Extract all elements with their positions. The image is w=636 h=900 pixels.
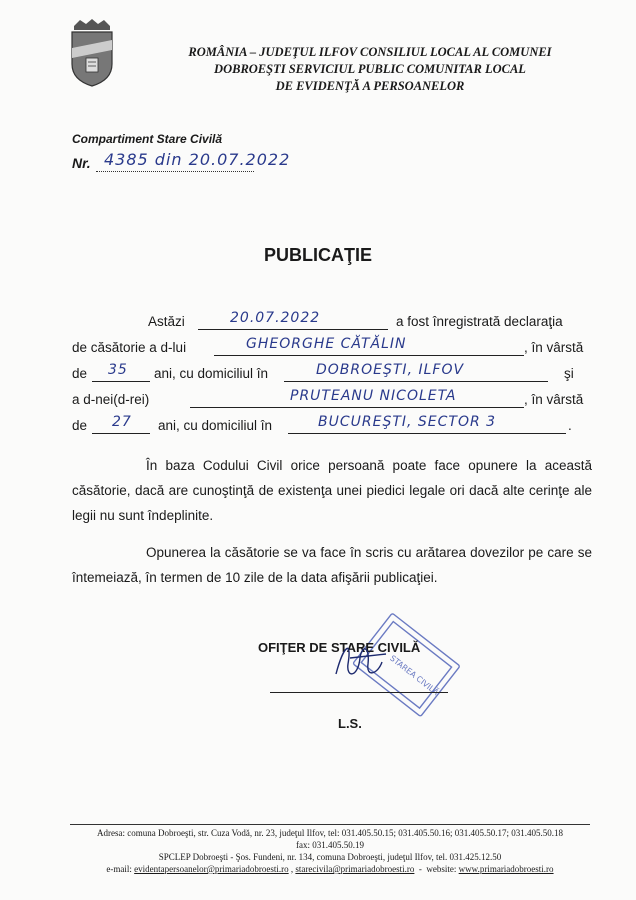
signature-line (270, 692, 448, 693)
bride-address: BUCUREŞTI, SECTOR 3 (318, 414, 497, 430)
officer-title: OFIŢER DE STARE CIVILĂ (258, 640, 421, 655)
footer-contact: e-mail: evidentapersoanelor@primariadobroesti.ro , starecivila@primariadobroesti.ro - website: www.primariadobroesti.ro (106, 864, 554, 874)
date-underline (198, 329, 388, 330)
bride-age-text: , în vârstă (524, 392, 584, 407)
groom-age-underline (92, 381, 150, 382)
today-label: Astăzi (148, 314, 185, 329)
footer-divider (70, 824, 590, 825)
bride-prefix: a d-nei(d-rei) (72, 392, 150, 407)
email-link-2[interactable]: starecivila@primariadobroesti.ro (295, 864, 415, 874)
bride-address-underline (288, 433, 566, 434)
document-title: PUBLICAŢIE (264, 245, 372, 265)
footer-address: Adresa: comuna Dobroeşti, str. Cuza Vodă, nr. 23, judeţul Ilfov, tel: 031.405.50.15; 031.405.50.16; 031.405.50.17; 031.405.50.18 (96, 828, 564, 838)
groom-age-prefix: de (72, 366, 88, 381)
email-link-1[interactable]: evidentapersoanelor@primariadobroesti.ro (134, 864, 289, 874)
bride-age-underline (92, 433, 150, 434)
footer-spclep: SPCLEP Dobroeşti - Şos. Fundeni, nr. 134, comuna Dobroeşti, judeţul Ilfov, tel. 031.425.12.50 (158, 852, 502, 862)
institution-header (150, 44, 590, 95)
groom-prefix: de căsătorie a d-lui (72, 340, 187, 355)
number-label: Nr. (72, 155, 91, 171)
header-line-3: DE EVIDENŢĂ A PERSOANELOR (275, 79, 465, 93)
bride-domicile-label: ani, cu domiciliul în (158, 418, 273, 433)
opposition-procedure-paragraph: Opunerea la căsătorie se va face în scris cu arătarea dovezilor pe care se întemeiază, în termen de 10 zile de la data afişării publicaţiei. (72, 545, 592, 585)
groom-age: 35 (108, 362, 128, 378)
bride-underline (190, 407, 524, 408)
opposition-paragraph: În baza Codului Civil orice persoană poate face opunere la această căsătorie, dacă are cunoştinţă de existenţa unei piedici legale ori dacă alte cerinţe ale legii nu sunt îndeplinite. (72, 458, 592, 523)
groom-underline (214, 355, 524, 356)
groom-address: DOBROEŞTI, ILFOV (316, 362, 465, 378)
header-line-1: ROMÂNIA – JUDEŢUL ILFOV CONSILIUL LOCAL AL COMUNEI (188, 45, 552, 59)
footer-fax: fax: 031.405.50.19 (296, 840, 364, 850)
groom-name: GHEORGHE CĂTĂLIN (246, 336, 407, 352)
registered-text: a fost înregistrată declaraţia (396, 314, 563, 329)
website-link[interactable]: www.primariadobroesti.ro (458, 864, 554, 874)
header-line-2: DOBROEŞTI SERVICIUL PUBLIC COMUNITAR LOCAL (214, 62, 526, 76)
bride-name: PRUTEANU NICOLETA (290, 388, 457, 404)
declaration-date: 20.07.2022 (230, 310, 321, 326)
bride-age-prefix: de (72, 418, 88, 433)
email-label: e-mail: (106, 864, 132, 874)
coat-of-arms-icon (66, 18, 118, 88)
groom-address-underline (284, 381, 548, 382)
registration-number: 4385 din 20.07.2022 (104, 150, 291, 169)
bride-age: 27 (112, 414, 132, 430)
svg-text:STAREA CIVILĂ: STAREA CIVILĂ (388, 653, 441, 698)
department-label: Compartiment Stare Civilă (72, 132, 223, 146)
number-underline (96, 171, 254, 172)
groom-domicile-label: ani, cu domiciliul în (154, 366, 269, 381)
website-label: website: (426, 864, 457, 874)
seal-place-label: L.S. (338, 716, 362, 731)
and-text: şi (564, 366, 574, 381)
groom-age-text: , în vârstă (524, 340, 584, 355)
end-period: . (568, 418, 572, 433)
signature-icon (330, 634, 400, 699)
